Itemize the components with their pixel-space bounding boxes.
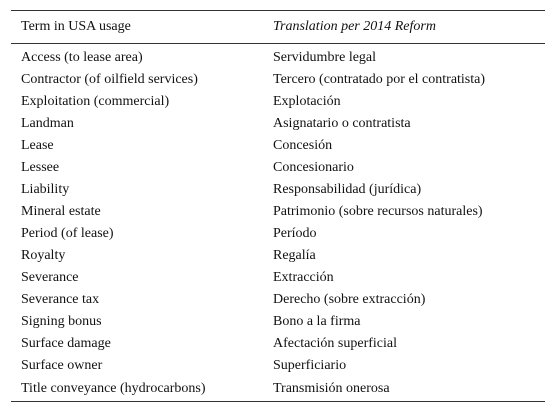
usa-term-cell: Period (of lease) xyxy=(21,226,114,241)
terms-translation-table xyxy=(11,10,545,402)
usa-term-cell: Surface damage xyxy=(21,336,111,351)
translation-cell: Derecho (sobre extracción) xyxy=(273,292,426,307)
translation-cell: Bono a la firma xyxy=(273,314,361,329)
usa-term-cell: Contractor (of oilfield services) xyxy=(21,72,198,87)
translation-cell: Tercero (contratado por el contratista) xyxy=(273,72,486,87)
usa-term-cell: Access (to lease area) xyxy=(21,50,143,65)
usa-term-cell: Surface owner xyxy=(21,358,103,373)
usa-term-cell: Lease xyxy=(21,138,54,153)
table-row xyxy=(11,355,545,377)
translation-cell: Patrimonio (sobre recursos naturales) xyxy=(273,204,483,219)
translation-cell: Asignatario o contratista xyxy=(273,116,411,131)
table-row xyxy=(11,223,545,245)
table-row xyxy=(11,333,545,355)
translation-cell: Explotación xyxy=(273,94,341,109)
table-row xyxy=(11,311,545,333)
table-row xyxy=(11,157,545,179)
table-row xyxy=(11,377,545,402)
usa-term-cell: Landman xyxy=(21,116,74,131)
translation-cell: Concesión xyxy=(273,138,333,153)
table-row xyxy=(11,289,545,311)
usa-term-cell: Lessee xyxy=(21,160,60,175)
translation-cell: Concesionario xyxy=(273,160,354,175)
table-row xyxy=(11,179,545,201)
table-row xyxy=(11,44,545,70)
translation-cell: Transmisión onerosa xyxy=(263,377,545,402)
translation-cell: Afectación superficial xyxy=(273,336,397,351)
translation-cell: Responsabilidad (jurídica) xyxy=(273,182,422,197)
usa-term-cell: Liability xyxy=(21,182,70,197)
usa-term-cell: Title conveyance (hydrocarbons) xyxy=(11,377,263,402)
table-row xyxy=(11,267,545,289)
table-row xyxy=(11,245,545,267)
table-row xyxy=(11,113,545,135)
translation-cell: Extracción xyxy=(273,270,334,285)
usa-term-cell: Severance tax xyxy=(21,292,100,307)
translation-cell: Servidumbre legal xyxy=(273,50,377,65)
usa-term-cell: Severance xyxy=(21,270,79,285)
usa-term-cell: Exploitation (commercial) xyxy=(21,94,170,109)
translation-cell: Período xyxy=(273,226,317,241)
terms-table-container xyxy=(11,10,545,402)
table-row xyxy=(11,91,545,113)
translation-cell: Regalía xyxy=(273,248,316,263)
header-usa-term: Term in USA usage xyxy=(11,11,263,44)
header-translation: Translation per 2014 Reform xyxy=(263,11,545,44)
table-row xyxy=(11,69,545,91)
usa-term-cell: Mineral estate xyxy=(21,204,101,219)
usa-term-cell: Royalty xyxy=(21,248,66,263)
table-row xyxy=(11,135,545,157)
translation-cell: Superficiario xyxy=(273,358,347,373)
table-row xyxy=(11,201,545,223)
table-body xyxy=(11,44,545,402)
table-header-row xyxy=(11,11,545,44)
usa-term-cell: Signing bonus xyxy=(21,314,102,329)
